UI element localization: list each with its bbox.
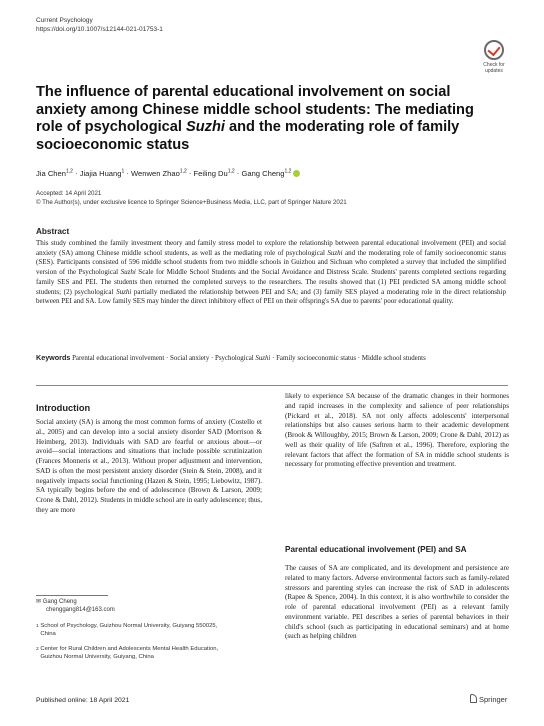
- footnote-divider: [36, 595, 108, 596]
- keywords-label: Keywords: [36, 353, 71, 362]
- copyright-notice: © The Author(s), under exclusive licence to Springer Science+Business Media, LLC, part of Springer Nature 2021: [36, 198, 347, 206]
- author[interactable]: Feiling Du$^{1,2}$: [193, 168, 235, 178]
- abstract-body: This study combined the family investment theory and family stress model to explore the relationship between parental educational involvement (PEI) and social anxiety (SA) among Chinese middle school students, as well as the mediating role of psychological Suzhi and the moderating role of family socioeconomic status (SES). Participants consisted of 596 middle school students from two middle schools in Guizhou and Sichuan who completed a survey that included the simplified version of the Psychological Suzhi Scale for Middle School Students and the Social Avoidance and Distress Scale. Students' parents completed sections regarding family SES and PEI. The students then returned the completed surveys to the researchers. The results showed that (1) PEI predicted SA among middle school students; (2) psychological Suzhi partially mediated the relationship between PEI and SA; and (3) family SES played a moderating role in the direct relationship between PEI and SA. Low family SES may hinder the direct inhibitory effect of PEI on their offspring's SA due to parents' poor educational quality.: [36, 239, 506, 306]
- orcid-icon[interactable]: [293, 170, 300, 177]
- introduction-right-text: likely to experience SA because of the dramatic changes in their hormones and rapid increases in the complexity and salience of peer relationships (Pickard et al., 2018). SA not only affects adolescents' interpersonal relationships but also causes serious harm to their academic development (Brook & Willoughby, 2015; Brown & Larson, 2009; Crone & Dahl, 2012) as well as their quality of life (Saftren et al., 1996). Therefore, exploring the relevant factors that affect the formation of SA in middle school students is necessary for promoting effective prevention and treatment.: [285, 392, 509, 469]
- article-meta: [36, 190, 347, 207]
- published-online: Published online: 18 April 2021: [36, 697, 130, 704]
- journal-header: [36, 16, 163, 34]
- author[interactable]: Jia Chen$^{1,2}$: [36, 168, 73, 178]
- keywords: Keywords Parental educational involvement · Social anxiety · Psychological Suzhi · Family socioeconomic status · Middle school students: [36, 353, 426, 362]
- introduction-left-text: Social anxiety (SA) is among the most common forms of anxiety (Costello et al., 2005) and can develop into a social anxiety disorder SAD (Morrison & Heimberg, 2013). Individuals with SAD are fearful or anxious about—or avoid—social interactions and situations that include possible scrutinization (Frances Monneris et al., 2013). Without proper adjustment and intervention, SAD is often the most persistent anxiety disorder (Stein & Stein, 2008), and it negatively impacts social functioning (Hazen & Stein, 1995; Liebowitz, 1987). SA typically begins before the end of adolescence (Brown & Larson, 2009; Crone & Dahl, 2012). Students in middle school are in early adolescence; thus, they are more: [36, 418, 262, 514]
- doi-link[interactable]: https://doi.org/10.1007/s12144-021-01753-1: [36, 26, 163, 33]
- article-title: [36, 84, 476, 154]
- corresponding-email[interactable]: chenggang814@163.com: [46, 607, 115, 614]
- corresponding-author: Gang Cheng: [42, 599, 77, 605]
- introduction-heading: Introduction: [36, 403, 91, 413]
- journal-name: Current Psychology: [36, 17, 93, 24]
- author[interactable]: Jiajia Huang$^1$: [79, 168, 125, 178]
- pei-heading: Parental educational involvement (PEI) and SA: [285, 545, 467, 554]
- mail-icon: ✉: [36, 599, 42, 605]
- title-text-2: and the moderating role of family socioeconomic status: [36, 119, 460, 153]
- author[interactable]: Wenwen Zhao$^{1,2}$: [131, 168, 187, 178]
- publisher-name: Springer: [479, 695, 508, 704]
- title-text-1: The influence of parental educational involvement on social anxiety among Chinese middle school students: The mediating role of psychological: [36, 84, 474, 135]
- affiliation-2: $^2$ Center for Rural Children and Adolescents Mental Health Education, Guizhou Normal University, Guiyang, China: [36, 646, 219, 660]
- section-divider: [36, 385, 508, 386]
- check-mark-icon: [484, 40, 504, 60]
- springer-logo: [470, 694, 507, 704]
- springer-horse-icon: [470, 694, 477, 703]
- affiliation-1: $^1$ School of Psychology, Guizhou Normal University, Guiyang 550025, China: [36, 623, 218, 637]
- author-list: Jia Chen$^{1,2}$ · Jiajia Huang$^1$ · Wenwen Zhao$^{1,2}$ · Feiling Du$^{1,2}$ · Gang Cheng$^{1,2}$: [36, 168, 300, 178]
- pei-text: The causes of SA are complicated, and its development and persistence are related to many factors. Adverse environmental factors such as family-related stressors and parenting styles can increase the risk of SAD in adolescents (Rapee & Spence, 2004). In this context, it is also worthwhile to consider the role of parental educational involvement (PEI) as a relevant family environment variable. PEI describes a series of parental behaviors in their child's school (such as participating in educational seminars) and at home (such as helping children: [285, 564, 509, 641]
- check-for-updates-badge[interactable]: [476, 40, 512, 80]
- accepted-date: Accepted: 14 April 2021: [36, 190, 102, 197]
- correspondence: [36, 598, 115, 615]
- title-italic: Suzhi: [186, 119, 225, 135]
- badge-label: Check for updates: [483, 62, 505, 74]
- abstract-heading: Abstract: [36, 227, 70, 236]
- author[interactable]: Gang Cheng$^{1,2}$: [241, 168, 292, 178]
